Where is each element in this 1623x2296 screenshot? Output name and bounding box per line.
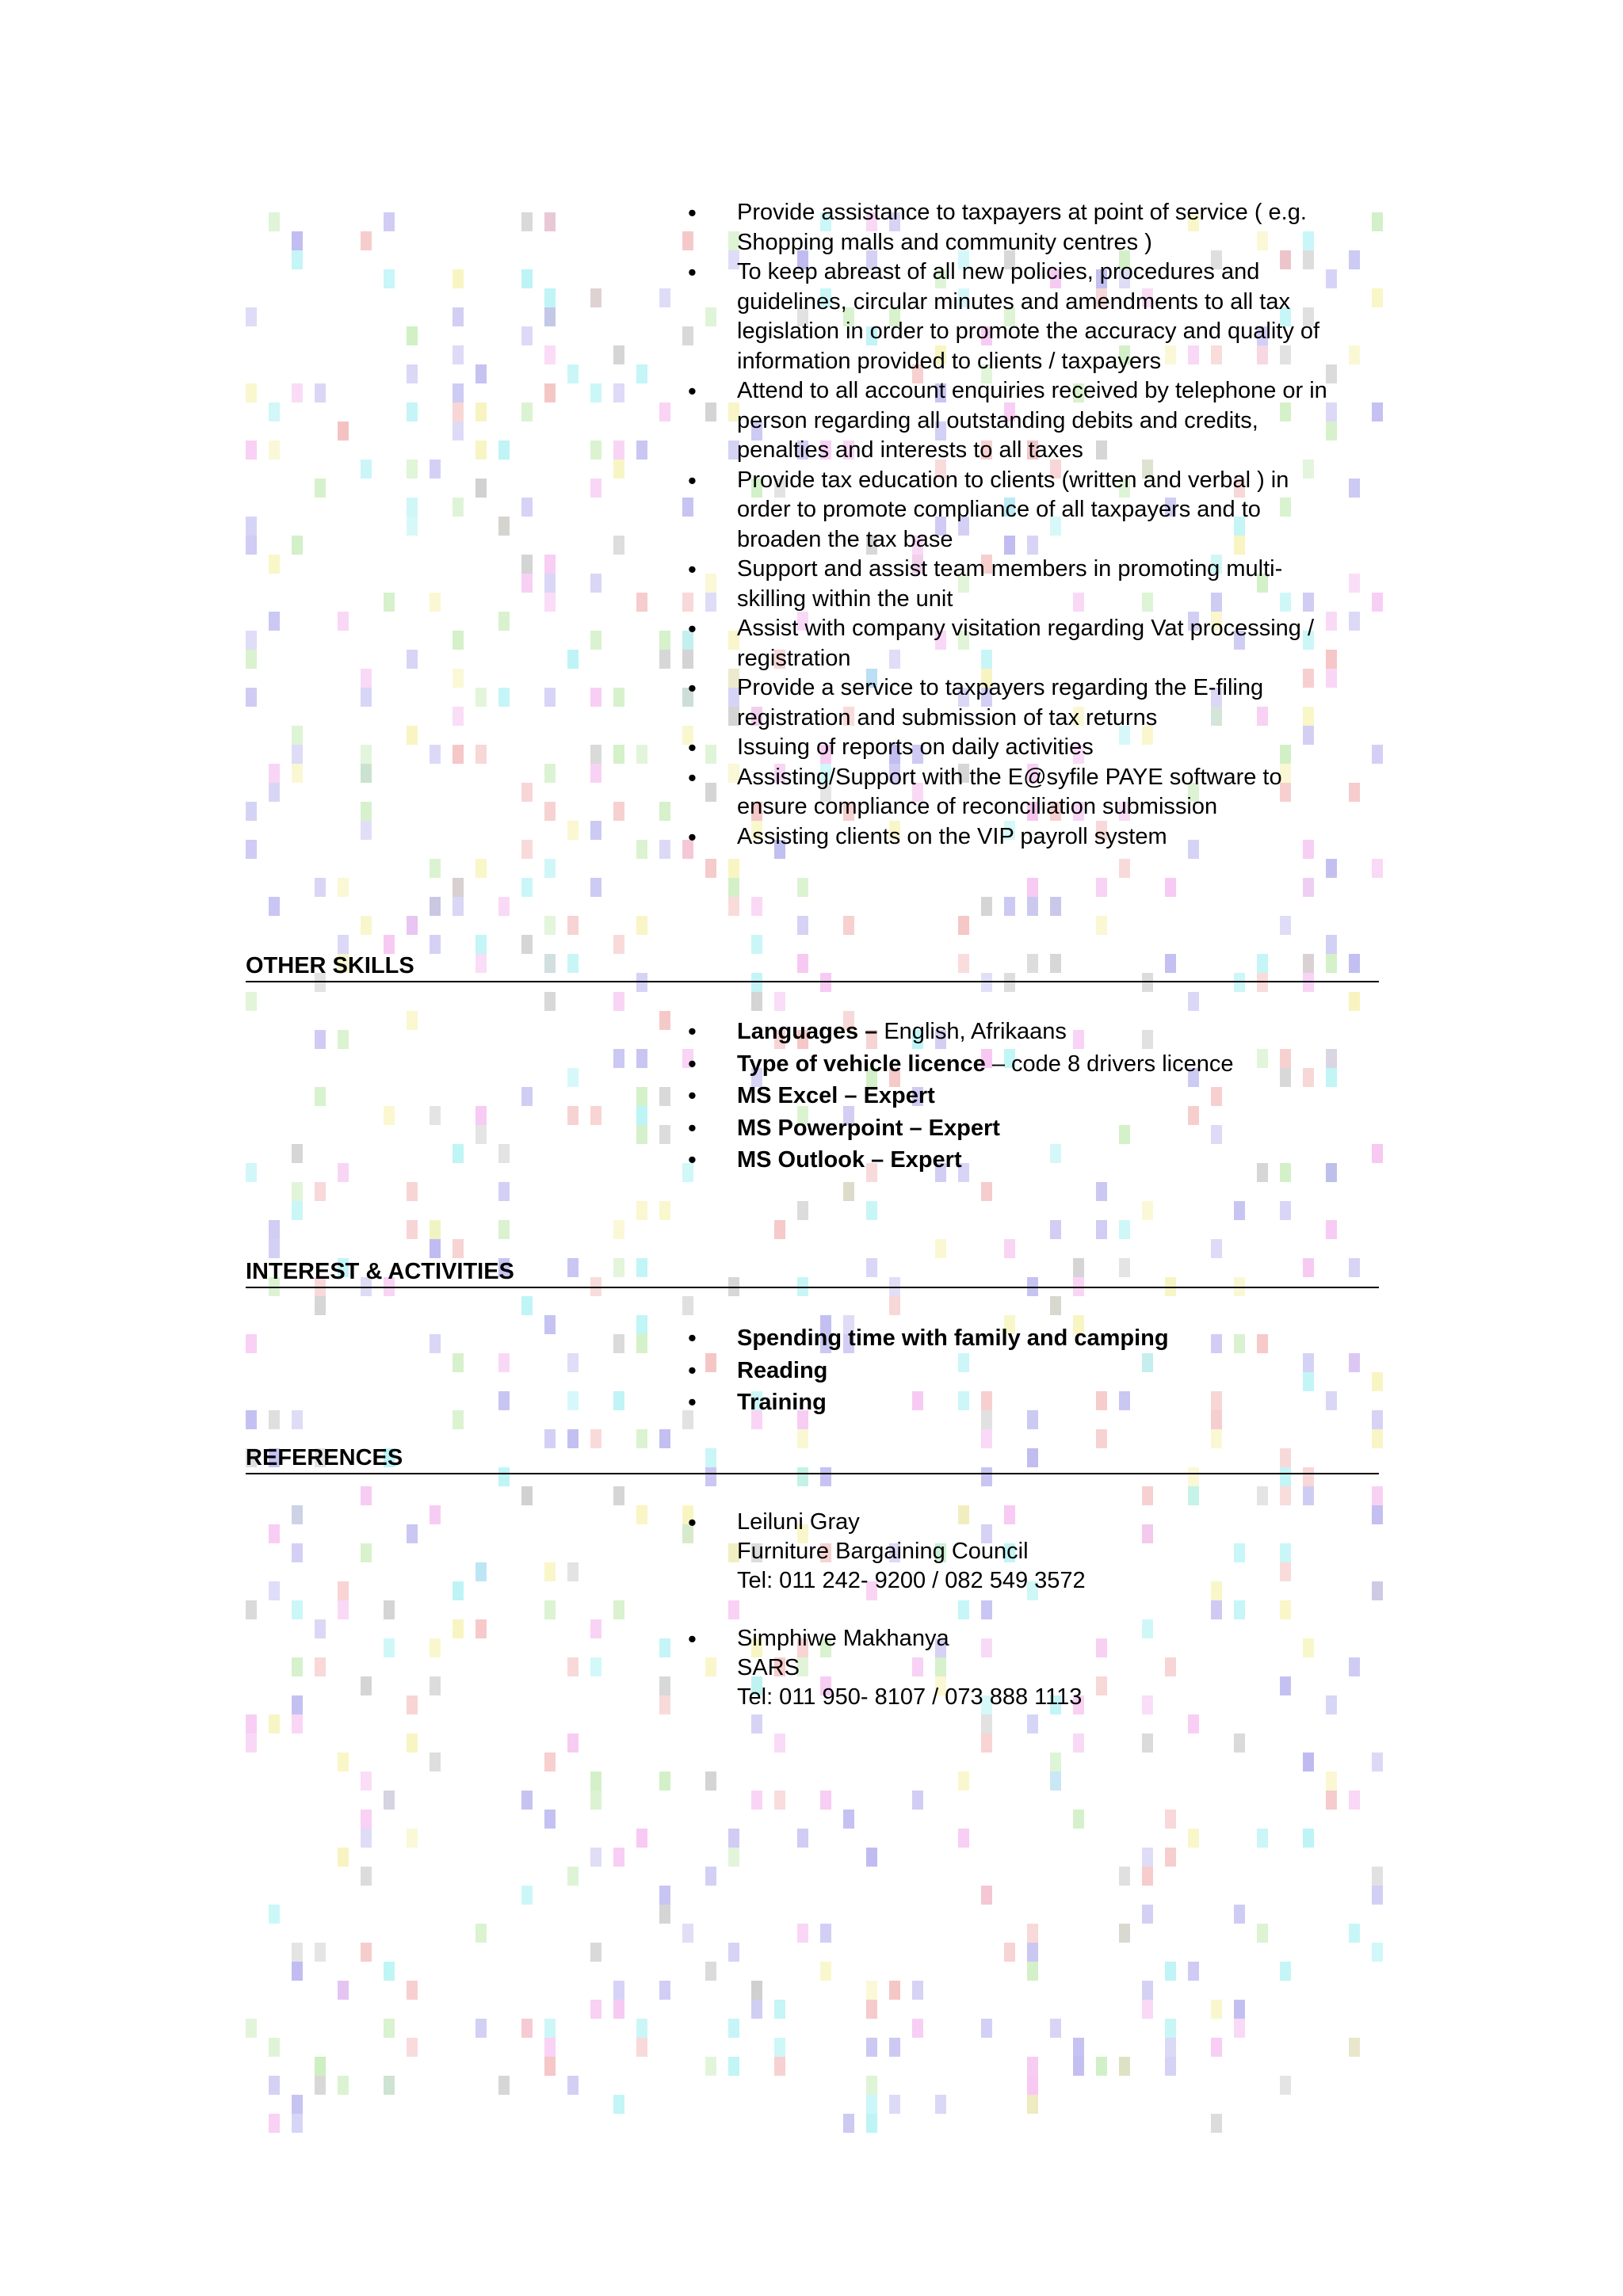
list-item: • Assisting/Support with the E@syfile PAYE software to ensure compliance of reconciliation submission [737,763,1387,822]
list-item: • Support and assist team members in promoting multi- skilling within the unit [737,555,1387,614]
list-item: • Reading [737,1355,1387,1387]
list-item: • Provide tax education to clients (written and verbal ) in order to promote compliance of all taxpayers and to broaden the tax base [737,466,1387,555]
list-item: • To keep abreast of all new policies, procedures and guidelines, circular minutes and amendments to all tax legislation in order to promote the accuracy and quality of information provided to clients / taxpayers [737,257,1387,376]
list-item: • MS Excel – Expert [737,1080,1387,1112]
reference-item [737,1508,1387,1596]
reference-organisation: SARS [737,1655,800,1680]
list-item: • Type of vehicle licence – code 8 drivers licence [737,1048,1387,1081]
section-heading-interests: INTEREST & ACTIVITIES [246,1258,1379,1288]
reference-phone: Tel: 011 242- 9200 / 082 549 3572 [737,1568,1086,1593]
references-list [737,1508,1387,1712]
other-skills-list [737,1016,1387,1177]
list-item: • Provide assistance to taxpayers at point of service ( e.g. Shopping malls and community centres ) [737,198,1387,257]
list-item: • Attend to all account enquiries received by telephone or in person regarding all outstanding debits and credits, penalties and interests to all taxes [737,376,1387,466]
list-item: • Assisting clients on the VIP payroll system [737,822,1387,852]
reference-name: • Leiluni Gray [737,1509,860,1535]
reference-organisation: Furniture Bargaining Council [737,1539,1029,1564]
list-item: • Provide a service to taxpayers regarding the E-filing registration and submission of tax returns [737,673,1387,733]
list-item: • MS Powerpoint – Expert [737,1112,1387,1145]
interests-list [737,1322,1387,1419]
reference-phone: Tel: 011 950- 8107 / 073 888 1113 [737,1684,1083,1710]
reference-item [737,1624,1387,1712]
list-item: • Training [737,1386,1387,1419]
list-item: • Languages – English, Afrikaans [737,1016,1387,1048]
list-item: • MS Outlook – Expert [737,1144,1387,1177]
reference-name: • Simphiwe Makhanya [737,1626,949,1651]
section-heading-references: REFERENCES [246,1444,1379,1474]
list-item: • Issuing of reports on daily activities [737,733,1387,763]
duties-list [737,198,1387,852]
section-heading-other-skills: OTHER SKILLS [246,952,1379,982]
list-item: • Assist with company visitation regarding Vat processing / registration [737,614,1387,673]
list-item: • Spending time with family and camping [737,1322,1387,1355]
